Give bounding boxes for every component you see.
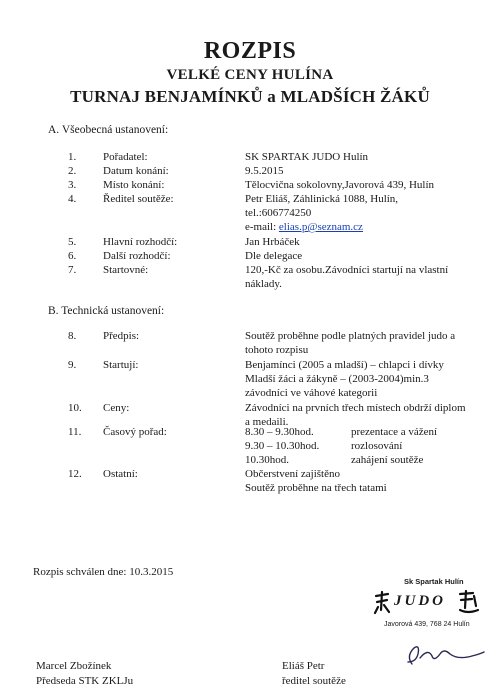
signatory-right-role: ředitel soutěže: [282, 675, 346, 687]
item-value: Soutěž proběhne na třech tatami: [245, 482, 387, 494]
signatory-left-role: Předseda STK ZKLJu: [36, 675, 134, 687]
item-value: závodníci ve váhové kategorii: [245, 387, 378, 399]
item-value-secondary: zahájení soutěže: [351, 454, 424, 466]
item-label: Místo konání:: [103, 179, 165, 191]
item-value: Jan Hrbáček: [245, 236, 300, 248]
item-label: Pořadatel:: [103, 151, 148, 163]
item-value: SK SPARTAK JUDO Hulín: [245, 151, 369, 163]
item-value: Dle delegace: [245, 250, 303, 262]
stamp-address: Javorová 439, 768 24 Hulín: [384, 621, 470, 628]
item-number: 2.: [68, 165, 77, 177]
item-label: Další rozhodčí:: [103, 250, 171, 262]
stamp-logo-text: JUDO: [394, 593, 446, 609]
item-value: Petr Eliáš, Záhlinická 1088, Hulín,: [245, 193, 399, 205]
signatory-right-name: Eliáš Petr: [282, 660, 325, 672]
judo-stamp-logo: [372, 588, 482, 616]
signature: [398, 634, 488, 670]
email-link[interactable]: elias.p@seznam.cz: [278, 221, 363, 233]
item-number: 7.: [68, 264, 77, 276]
item-value: [245, 221, 363, 234]
item-value: Tělocvična sokolovny,Javorová 439, Hulín: [245, 179, 434, 191]
item-value: 9.30 – 10.30hod.: [245, 440, 320, 452]
item-value: Soutěž proběhne podle platných pravidel judo a: [245, 330, 456, 342]
item-value: Závodníci na prvních třech místech obdrží diplom: [245, 402, 466, 414]
signature-scribble-icon: [398, 634, 488, 670]
document-subtitle: VELKÉ CENY HULÍNA: [166, 67, 334, 83]
item-number: 10.: [68, 402, 82, 414]
item-value: tohoto rozpisu: [245, 344, 309, 356]
stamp-title: Sk Spartak Hulín: [404, 577, 464, 586]
item-value: náklady.: [245, 278, 282, 290]
item-value: 10.30hod.: [245, 454, 289, 466]
item-number: 12.: [68, 468, 82, 480]
item-number: 6.: [68, 250, 77, 262]
item-value-secondary: rozlosování: [351, 440, 403, 452]
email-prefix: e-mail:: [245, 221, 279, 233]
item-value: tel.:606774250: [245, 207, 312, 219]
item-value: Občerstvení zajištěno: [245, 468, 340, 480]
item-number: 3.: [68, 179, 77, 191]
item-label: Předpis:: [103, 330, 140, 342]
item-value: 9.5.2015: [245, 165, 284, 177]
item-value: 8.30 – 9.30hod.: [245, 426, 314, 438]
item-number: 5.: [68, 236, 77, 248]
item-value: Benjamínci (2005 a mladší) – chlapci i dívky: [245, 359, 444, 371]
item-number: 11.: [68, 426, 82, 438]
item-value: 120,-Kč za osobu.Závodníci startují na vlastní: [245, 264, 449, 276]
item-label: Časový pořad:: [103, 426, 167, 438]
item-number: 4.: [68, 193, 77, 205]
item-number: 1.: [68, 151, 77, 163]
document-subtitle-2: TURNAJ BENJAMÍNKŮ a MLADŠÍCH ŽÁKŮ: [70, 87, 430, 106]
item-label: Ostatní:: [103, 468, 138, 480]
item-value: a medaili.: [245, 416, 289, 428]
item-label: Datum konání:: [103, 165, 169, 177]
item-label: Ceny:: [103, 402, 130, 414]
item-number: 9.: [68, 359, 77, 371]
item-label: Startují:: [103, 359, 139, 371]
document-title: ROZPIS: [203, 38, 297, 64]
item-value: Mladší žáci a žákyně – (2003-2004)min.3: [245, 373, 429, 385]
signatory-left-name: Marcel Zbožínek: [36, 660, 112, 672]
section-b-heading: B. Technická ustanovení:: [48, 305, 165, 317]
item-number: 8.: [68, 330, 77, 342]
item-label: Hlavní rozhodčí:: [103, 236, 178, 248]
item-label: Startovné:: [103, 264, 149, 276]
section-a-heading: A. Všeobecná ustanovení:: [48, 124, 169, 136]
item-value-secondary: prezentace a vážení: [351, 426, 438, 438]
item-label: Ředitel soutěže:: [103, 193, 174, 205]
approval-date: Rozpis schválen dne: 10.3.2015: [33, 566, 174, 578]
